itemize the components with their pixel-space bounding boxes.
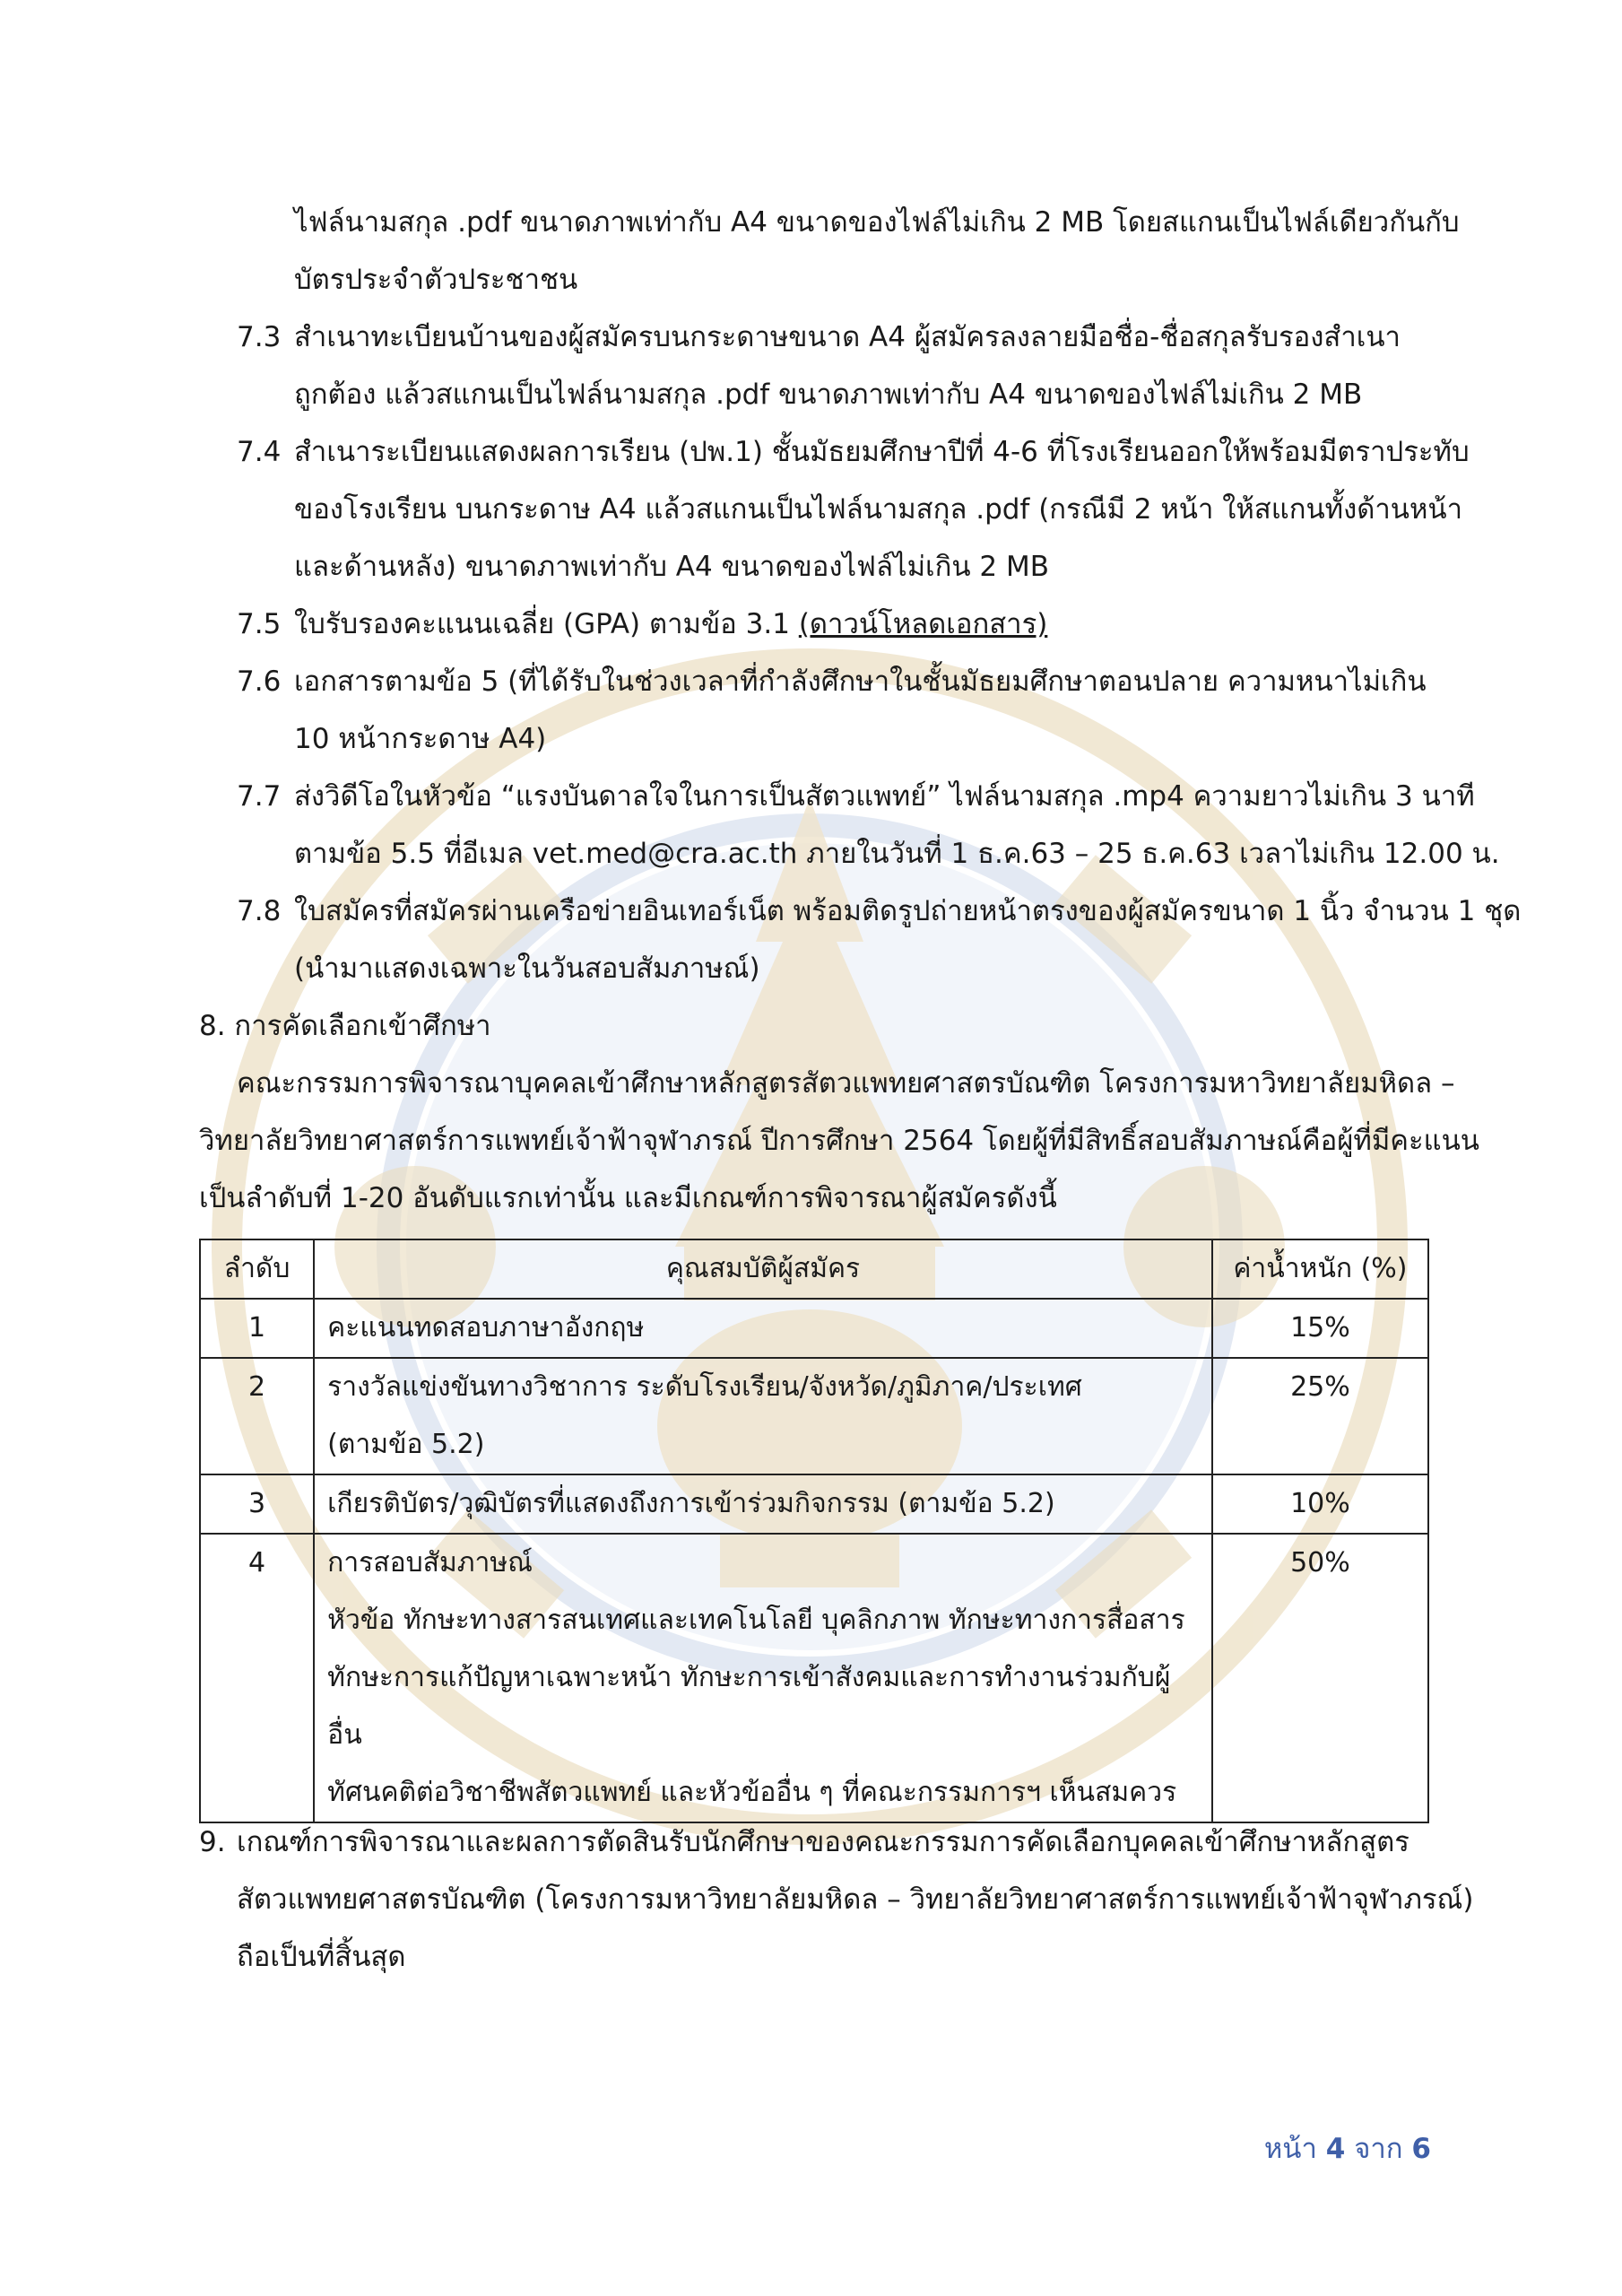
- footer-of: จาก: [1354, 2133, 1403, 2165]
- row-number: 1: [200, 1299, 314, 1358]
- table-row: [200, 1358, 1428, 1474]
- qualification-line: เกียรติบัตร/วุฒิบัตรที่แสดงถึงการเข้าร่วมกิจกรรม (ตามข้อ 5.2): [327, 1488, 1055, 1519]
- section-9-number: 9.: [199, 1826, 226, 1858]
- current-page-number: 4: [1325, 2133, 1346, 2165]
- item-7-6-line-2: 10 หน้ากระดาษ A4): [294, 723, 547, 755]
- table-row: [200, 1534, 1428, 1822]
- qualification-line: หัวข้อ ทักษะทางสารสนเทศและเทคโนโลยี บุคลิกภาพ ทักษะทางการสื่อสาร: [327, 1605, 1185, 1636]
- item-7-8-line-2: (นำมาแสดงเฉพาะในวันสอบสัมภาษณ์): [294, 952, 760, 985]
- item-7-2-line-1: ไฟล์นามสกุล .pdf ขนาดภาพเท่ากับ A4 ขนาดของไฟล์ไม่เกิน 2 MB โดยสแกนเป็นไฟล์เดียวกันกับ: [294, 206, 1460, 239]
- section-9-line-3: ถือเป็นที่สิ้นสุด: [237, 1941, 406, 1973]
- qualification-line: (ตามข้อ 5.2): [327, 1429, 485, 1460]
- item-7-4-line-1: สำเนาระเบียนแสดงผลการเรียน (ปพ.1) ชั้นมัธยมศึกษาปีที่ 4-6 ที่โรงเรียนออกให้พร้อมมีตราประทับ: [294, 436, 1470, 468]
- qualification-line: ทักษะการแก้ปัญหาเฉพาะหน้า ทักษะการเข้าสังคมและการทำงานร่วมกับผู้อื่น: [327, 1662, 1171, 1751]
- item-7-4-number: 7.4: [237, 436, 282, 468]
- page-number-footer: [1264, 2126, 1431, 2170]
- row-weight: 50%: [1212, 1534, 1428, 1822]
- download-document-link[interactable]: (ดาวน์โหลดเอกสาร): [798, 608, 1048, 640]
- header-order: ลำดับ: [200, 1239, 314, 1299]
- row-qualification: [314, 1358, 1212, 1474]
- item-7-3-line-2: ถูกต้อง แล้วสแกนเป็นไฟล์นามสกุล .pdf ขนาดภาพเท่ากับ A4 ขนาดของไฟล์ไม่เกิน 2 MB: [294, 378, 1363, 411]
- qualification-line: รางวัลแข่งขันทางวิชาการ ระดับโรงเรียน/จังหวัด/ภูมิภาค/ประเทศ: [327, 1371, 1082, 1403]
- qualification-line: คะแนนทดสอบภาษาอังกฤษ: [327, 1312, 645, 1344]
- item-7-7-line-2: ตามข้อ 5.5 ที่อีเมล vet.med@cra.ac.th ภายในวันที่ 1 ธ.ค.63 – 25 ธ.ค.63 เวลาไม่เกิน 12.00 น.: [294, 838, 1500, 870]
- row-number: 4: [200, 1534, 314, 1822]
- item-7-3-line-1: สำเนาทะเบียนบ้านของผู้สมัครบนกระดาษขนาด A4 ผู้สมัครลงลายมือชื่อ-ชื่อสกุลรับรองสำเนา: [294, 321, 1401, 353]
- item-7-6-number: 7.6: [237, 665, 282, 698]
- section-8-paragraph-line-2: วิทยาลัยวิทยาศาสตร์การแพทย์เจ้าฟ้าจุฬาภรณ์ ปีการศึกษา 2564 โดยผู้ที่มีสิทธิ์สอบสัมภาษณ์คือผู้ที่มีคะแนน: [199, 1125, 1479, 1157]
- section-9-line-2: สัตวแพทยศาสตรบัณฑิต (โครงการมหาวิทยาลัยมหิดล – วิทยาลัยวิทยาศาสตร์การแพทย์เจ้าฟ้าจุฬาภรณ์): [237, 1883, 1474, 1916]
- item-7-7-number: 7.7: [237, 780, 282, 813]
- total-page-count: 6: [1411, 2133, 1431, 2165]
- qualification-line: การสอบสัมภาษณ์: [327, 1547, 533, 1578]
- section-9-line-1: เกณฑ์การพิจารณาและผลการตัดสินรับนักศึกษาของคณะกรรมการคัดเลือกบุคคลเข้าศึกษาหลักสูตร: [237, 1826, 1409, 1858]
- item-7-5-number: 7.5: [237, 608, 282, 640]
- item-7-4-line-2: ของโรงเรียน บนกระดาษ A4 แล้วสแกนเป็นไฟล์นามสกุล .pdf (กรณีมี 2 หน้า ให้สแกนทั้งด้านหน้า: [294, 493, 1462, 526]
- row-weight: 15%: [1212, 1299, 1428, 1358]
- row-weight: 10%: [1212, 1474, 1428, 1534]
- row-weight: 25%: [1212, 1358, 1428, 1474]
- row-qualification: [314, 1299, 1212, 1358]
- item-7-5-text: ใบรับรองคะแนนเฉลี่ย (GPA) ตามข้อ 3.1: [294, 608, 790, 640]
- footer-prefix: หน้า: [1263, 2133, 1317, 2165]
- section-8-paragraph-line-1: คณะกรรมการพิจารณาบุคคลเข้าศึกษาหลักสูตรสัตวแพทยศาสตรบัณฑิต โครงการมหาวิทยาลัยมหิดล –: [237, 1067, 1455, 1100]
- table-row: [200, 1474, 1428, 1534]
- row-qualification: [314, 1534, 1212, 1822]
- qualification-line: ทัศนคติต่อวิชาชีพสัตวแพทย์ และหัวข้ออื่น ๆ ที่คณะกรรมการฯ เห็นสมควร: [327, 1777, 1177, 1808]
- item-7-2-line-2: บัตรประจำตัวประชาชน: [294, 264, 578, 296]
- item-7-8-number: 7.8: [237, 895, 282, 927]
- row-number: 3: [200, 1474, 314, 1534]
- row-qualification: [314, 1474, 1212, 1534]
- item-7-7-line-1: ส่งวิดีโอในหัวข้อ “แรงบันดาลใจในการเป็นสัตวแพทย์” ไฟล์นามสกุล .mp4 ความยาวไม่เกิน 3 นาที: [294, 780, 1475, 813]
- header-weight: ค่าน้ำหนัก (%): [1212, 1239, 1428, 1299]
- section-8-paragraph-line-3: เป็นลำดับที่ 1-20 อันดับแรกเท่านั้น และมีเกณฑ์การพิจารณาผู้สมัครดังนี้: [199, 1182, 1057, 1214]
- table-row: [200, 1299, 1428, 1358]
- item-7-3-number: 7.3: [237, 321, 282, 353]
- header-qualification: คุณสมบัติผู้สมัคร: [314, 1239, 1212, 1299]
- table-header-row: [200, 1239, 1428, 1299]
- row-number: 2: [200, 1358, 314, 1474]
- item-7-6-line-1: เอกสารตามข้อ 5 (ที่ได้รับในช่วงเวลาที่กำลังศึกษาในชั้นมัธยมศึกษาตอนปลาย ความหนาไม่เกิน: [294, 665, 1427, 698]
- item-7-4-line-3: และด้านหลัง) ขนาดภาพเท่ากับ A4 ขนาดของไฟล์ไม่เกิน 2 MB: [294, 551, 1050, 583]
- section-8-heading: 8. การคัดเลือกเข้าศึกษา: [199, 1010, 491, 1042]
- selection-criteria-table: [199, 1239, 1429, 1823]
- item-7-5-line: [294, 604, 1047, 644]
- item-7-8-line-1: ใบสมัครที่สมัครผ่านเครือข่ายอินเทอร์เน็ต พร้อมติดรูปถ่ายหน้าตรงของผู้สมัครขนาด 1 นิ้ว จำนวน 1 ชุด: [294, 895, 1522, 927]
